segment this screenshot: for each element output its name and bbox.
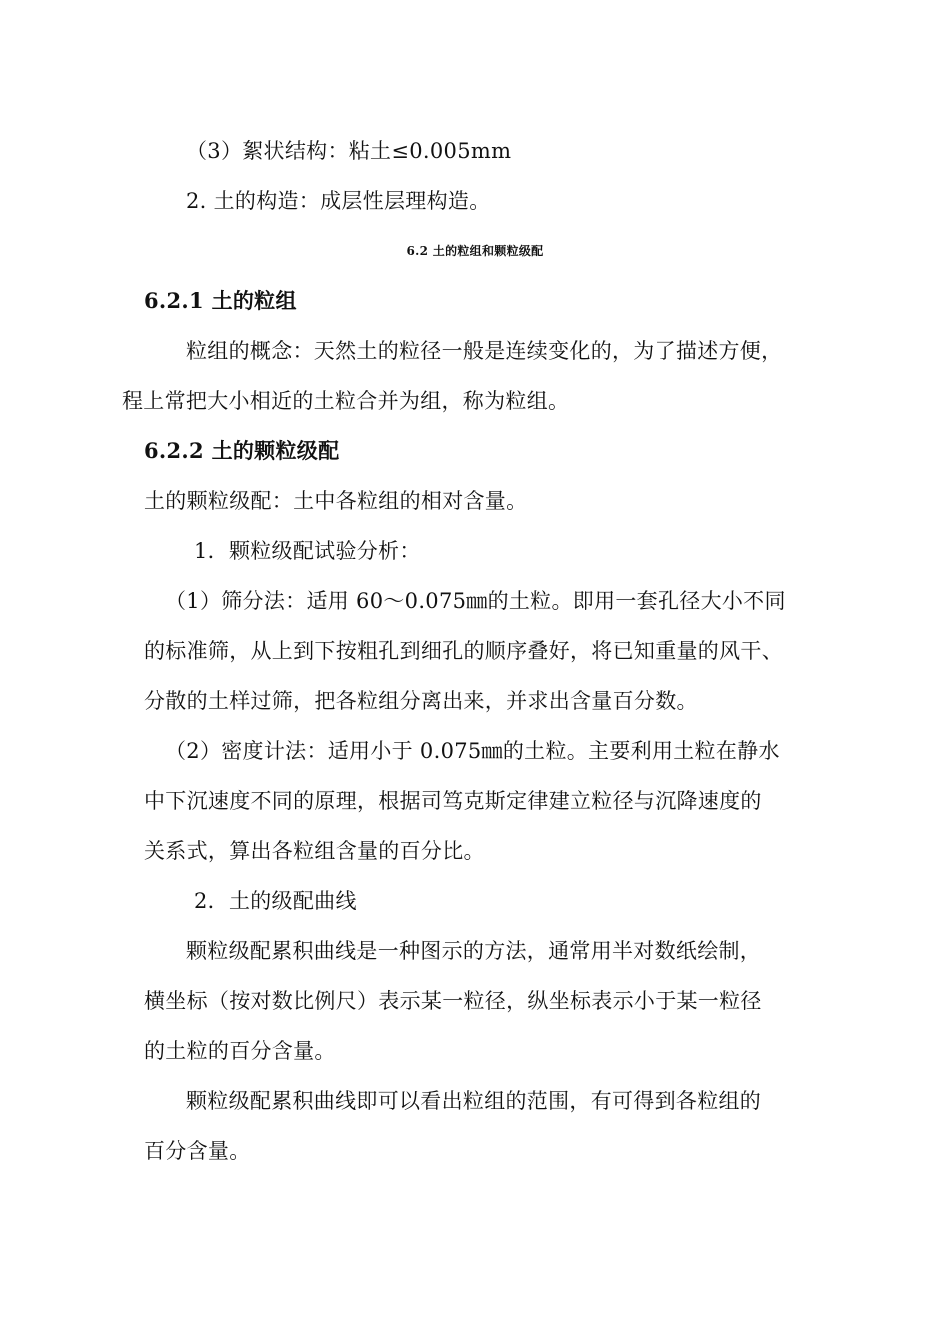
paragraph-line: 土的颗粒级配：土中各粒组的相对含量。 <box>144 489 528 513</box>
list-heading: 2．土的级配曲线 <box>194 889 357 913</box>
paragraph-line: 程上常把大小相近的土粒合并为组，称为粒组。 <box>122 389 570 413</box>
paragraph-line: （1）筛分法：适用 60～0.075㎜的土粒。即用一套孔径大小不同 <box>165 589 786 613</box>
paragraph-line: 粒组的概念：天然土的粒径一般是连续变化的，为了描述方便， <box>186 339 783 363</box>
section-heading: 6.2 土的粒组和颗粒级配 <box>406 244 544 258</box>
subsection-heading: 6.2.1 土的粒组 <box>144 288 297 313</box>
paragraph-line: （3）絮状结构：粘土≤0.005mm <box>186 139 512 163</box>
paragraph-line: 2. 土的构造：成层性层理构造。 <box>186 189 491 213</box>
list-heading: 1．颗粒级配试验分析： <box>194 539 421 563</box>
paragraph-line: 百分含量。 <box>144 1139 251 1163</box>
paragraph-line: 关系式，算出各粒组含量的百分比。 <box>144 839 485 863</box>
paragraph-line: 颗粒级配累积曲线即可以看出粒组的范围，有可得到各粒组的 <box>186 1089 762 1113</box>
paragraph-line: 的土粒的百分含量。 <box>144 1039 336 1063</box>
subsection-heading: 6.2.2 土的颗粒级配 <box>144 438 340 463</box>
paragraph-line: 横坐标（按对数比例尺）表示某一粒径，纵坐标表示小于某一粒径 <box>144 989 762 1013</box>
paragraph-line: 中下沉速度不同的原理，根据司笃克斯定律建立粒径与沉降速度的 <box>144 789 762 813</box>
paragraph-line: 颗粒级配累积曲线是一种图示的方法，通常用半对数纸绘制， <box>186 939 762 963</box>
paragraph-line: 的标准筛，从上到下按粗孔到细孔的顺序叠好，将已知重量的风干、 <box>144 639 783 663</box>
paragraph-line: 分散的土样过筛，把各粒组分离出来，并求出含量百分数。 <box>144 689 698 713</box>
paragraph-line: （2）密度计法：适用小于 0.075㎜的土粒。主要利用土粒在静水 <box>165 739 780 763</box>
